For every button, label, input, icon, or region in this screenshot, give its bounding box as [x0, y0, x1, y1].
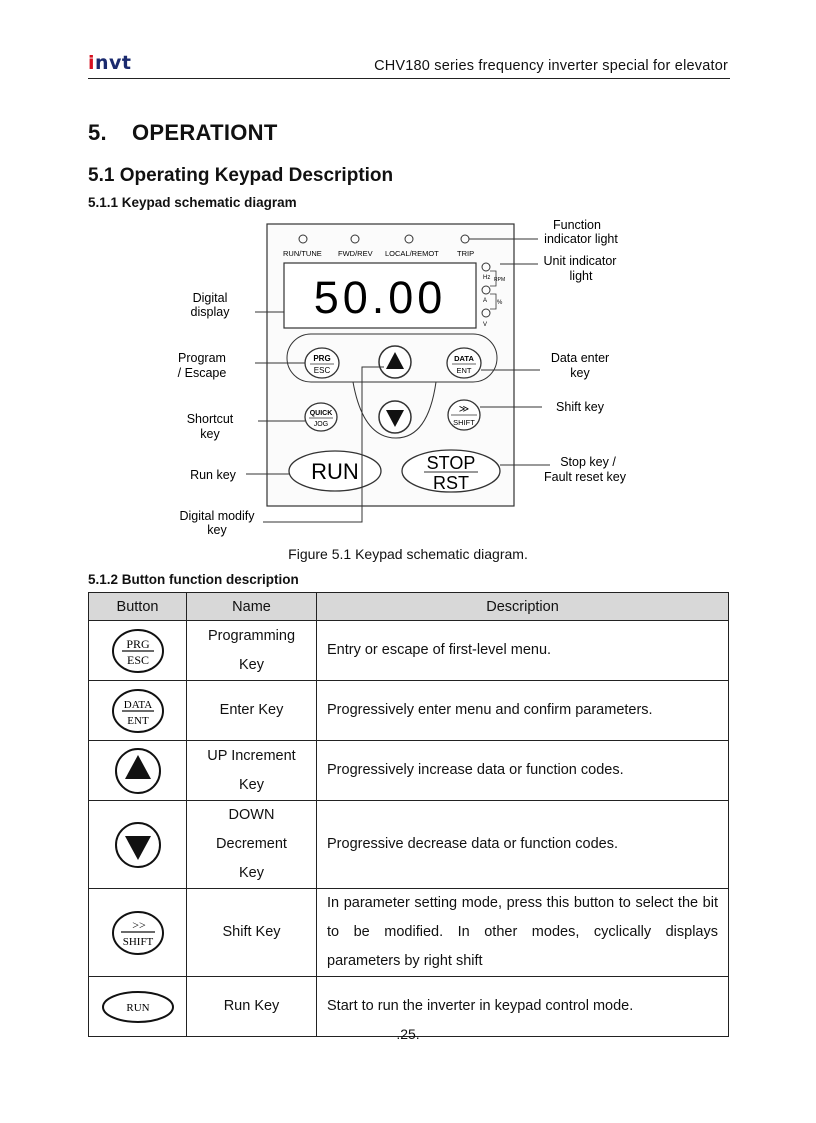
- table-header-row: [89, 593, 729, 621]
- column-header-name: Name: [187, 593, 317, 621]
- page-number: .25.: [396, 1026, 420, 1042]
- callout-digital-display: Digital: [192, 291, 228, 305]
- button-function-table: [88, 592, 729, 1037]
- data-ent-icon: [108, 685, 168, 737]
- row-name: Enter Key: [187, 681, 317, 741]
- row-name: Run Key: [187, 977, 317, 1037]
- unit-label: A: [483, 298, 488, 304]
- section-title: OPERATIONT: [132, 120, 278, 145]
- table-row: [89, 681, 729, 741]
- callout-digital-modify: Digital modify: [179, 509, 255, 523]
- callout-program: Program: [178, 351, 226, 365]
- down-arrow-icon: [108, 819, 168, 871]
- row-name-line: Decrement: [216, 836, 287, 852]
- data-ent-key: [447, 348, 481, 378]
- svg-text:ENT: ENT: [456, 366, 472, 375]
- callout-shift: Shift key: [556, 400, 604, 414]
- svg-text:DATA: DATA: [454, 354, 474, 363]
- callout-data-enter: Data enter: [550, 351, 610, 365]
- table-row: [89, 741, 729, 801]
- svg-text:>>: >>: [131, 917, 146, 932]
- run-key: [289, 451, 381, 491]
- table-row: [89, 889, 729, 977]
- indicator-label: FWD/REV: [338, 249, 373, 258]
- prg-esc-key: [305, 348, 339, 378]
- callout-data-enter: key: [570, 366, 590, 380]
- svg-text:ESC: ESC: [126, 652, 149, 667]
- section-number: 5.: [88, 120, 107, 145]
- svg-text:≫: ≫: [458, 404, 470, 415]
- svg-text:ENT: ENT: [126, 714, 149, 727]
- row-name-line: UP Increment: [207, 747, 296, 764]
- row-description: Progressive decrease data or function codes.: [317, 801, 729, 889]
- unit-label: Hz: [483, 275, 491, 281]
- svg-text:SHIFT: SHIFT: [453, 418, 475, 427]
- callout-shortcut: Shortcut: [186, 412, 234, 426]
- unit-label: V: [483, 322, 488, 328]
- stop-rst-key: [402, 450, 500, 493]
- svg-text:STOP: STOP: [426, 453, 476, 473]
- row-name-line: Programming: [207, 627, 296, 644]
- run-icon: [98, 987, 178, 1027]
- row-description: Progressively increase data or function codes.: [317, 741, 729, 801]
- svg-text:PRG: PRG: [125, 636, 150, 651]
- callout-unit-indicator: light: [569, 269, 593, 283]
- row-name-line: Key: [239, 865, 264, 881]
- callout-function-indicator: indicator light: [544, 232, 618, 246]
- row-description: Progressively enter menu and confirm parameters.: [317, 681, 729, 741]
- prg-esc-icon: [108, 625, 168, 677]
- quick-jog-key: [305, 403, 337, 431]
- subsection-heading: 5.1 Operating Keypad Description: [88, 165, 394, 186]
- callout-function-indicator: Function: [553, 218, 601, 232]
- invt-logo: invt: [88, 52, 132, 74]
- indicator-label: TRIP: [457, 249, 475, 258]
- column-header-button: Button: [89, 593, 187, 621]
- callout-digital-display: display: [190, 305, 230, 319]
- svg-text:JOG: JOG: [313, 421, 329, 428]
- row-name: Shift Key: [187, 889, 317, 977]
- keypad-diagram: [170, 212, 640, 542]
- section-heading: [88, 120, 278, 146]
- row-description: In parameter setting mode, press this button to select the bit to be modified. In other modes, cyclically displays parameters by right shift: [317, 889, 729, 977]
- down-key: [379, 401, 411, 433]
- button-function-heading: 5.1.2 Button function description: [88, 572, 299, 587]
- digital-display-value: 50.00: [313, 272, 447, 323]
- page-header: [88, 50, 730, 79]
- row-name-line: Key: [239, 776, 264, 793]
- callout-stop: Stop key /: [560, 455, 616, 469]
- callout-digital-modify: key: [207, 523, 227, 537]
- up-arrow-icon: [108, 745, 168, 797]
- svg-text:RST: RST: [433, 473, 469, 493]
- callout-shortcut: key: [200, 427, 220, 441]
- callout-unit-indicator: Unit indicator: [543, 254, 617, 268]
- column-header-description: Description: [317, 593, 729, 621]
- indicator-label: LOCAL/REMOT: [385, 249, 439, 258]
- row-name-line: DOWN: [228, 807, 275, 823]
- callout-run: Run key: [190, 468, 236, 482]
- callout-stop: Fault reset key: [544, 470, 626, 484]
- row-description: Start to run the inverter in keypad control mode.: [317, 977, 729, 1037]
- svg-text:ESC: ESC: [313, 366, 331, 375]
- callout-program: / Escape: [177, 366, 227, 380]
- figure-caption: Figure 5.1 Keypad schematic diagram.: [288, 546, 528, 562]
- row-name-line: Key: [239, 656, 264, 673]
- svg-text:RUN: RUN: [125, 1001, 150, 1014]
- table-row: [89, 621, 729, 681]
- up-key: [379, 346, 411, 378]
- svg-text:QUICK: QUICK: [309, 410, 333, 417]
- keypad-diagram-heading: 5.1.1 Keypad schematic diagram: [88, 195, 297, 210]
- svg-text:DATA: DATA: [123, 698, 152, 711]
- shift-icon: [108, 907, 168, 959]
- unit-label: RPM: [494, 277, 506, 283]
- header-title: CHV180 series frequency inverter special for elevator: [374, 58, 728, 74]
- row-description: Entry or escape of first-level menu.: [317, 621, 729, 681]
- table-row: [89, 801, 729, 889]
- svg-text:SHIFT: SHIFT: [122, 935, 153, 948]
- indicator-label: RUN/TUNE: [283, 249, 322, 258]
- svg-text:PRG: PRG: [313, 354, 331, 363]
- svg-text:RUN: RUN: [311, 459, 359, 484]
- unit-label: %: [497, 300, 503, 306]
- shift-key: [448, 400, 480, 430]
